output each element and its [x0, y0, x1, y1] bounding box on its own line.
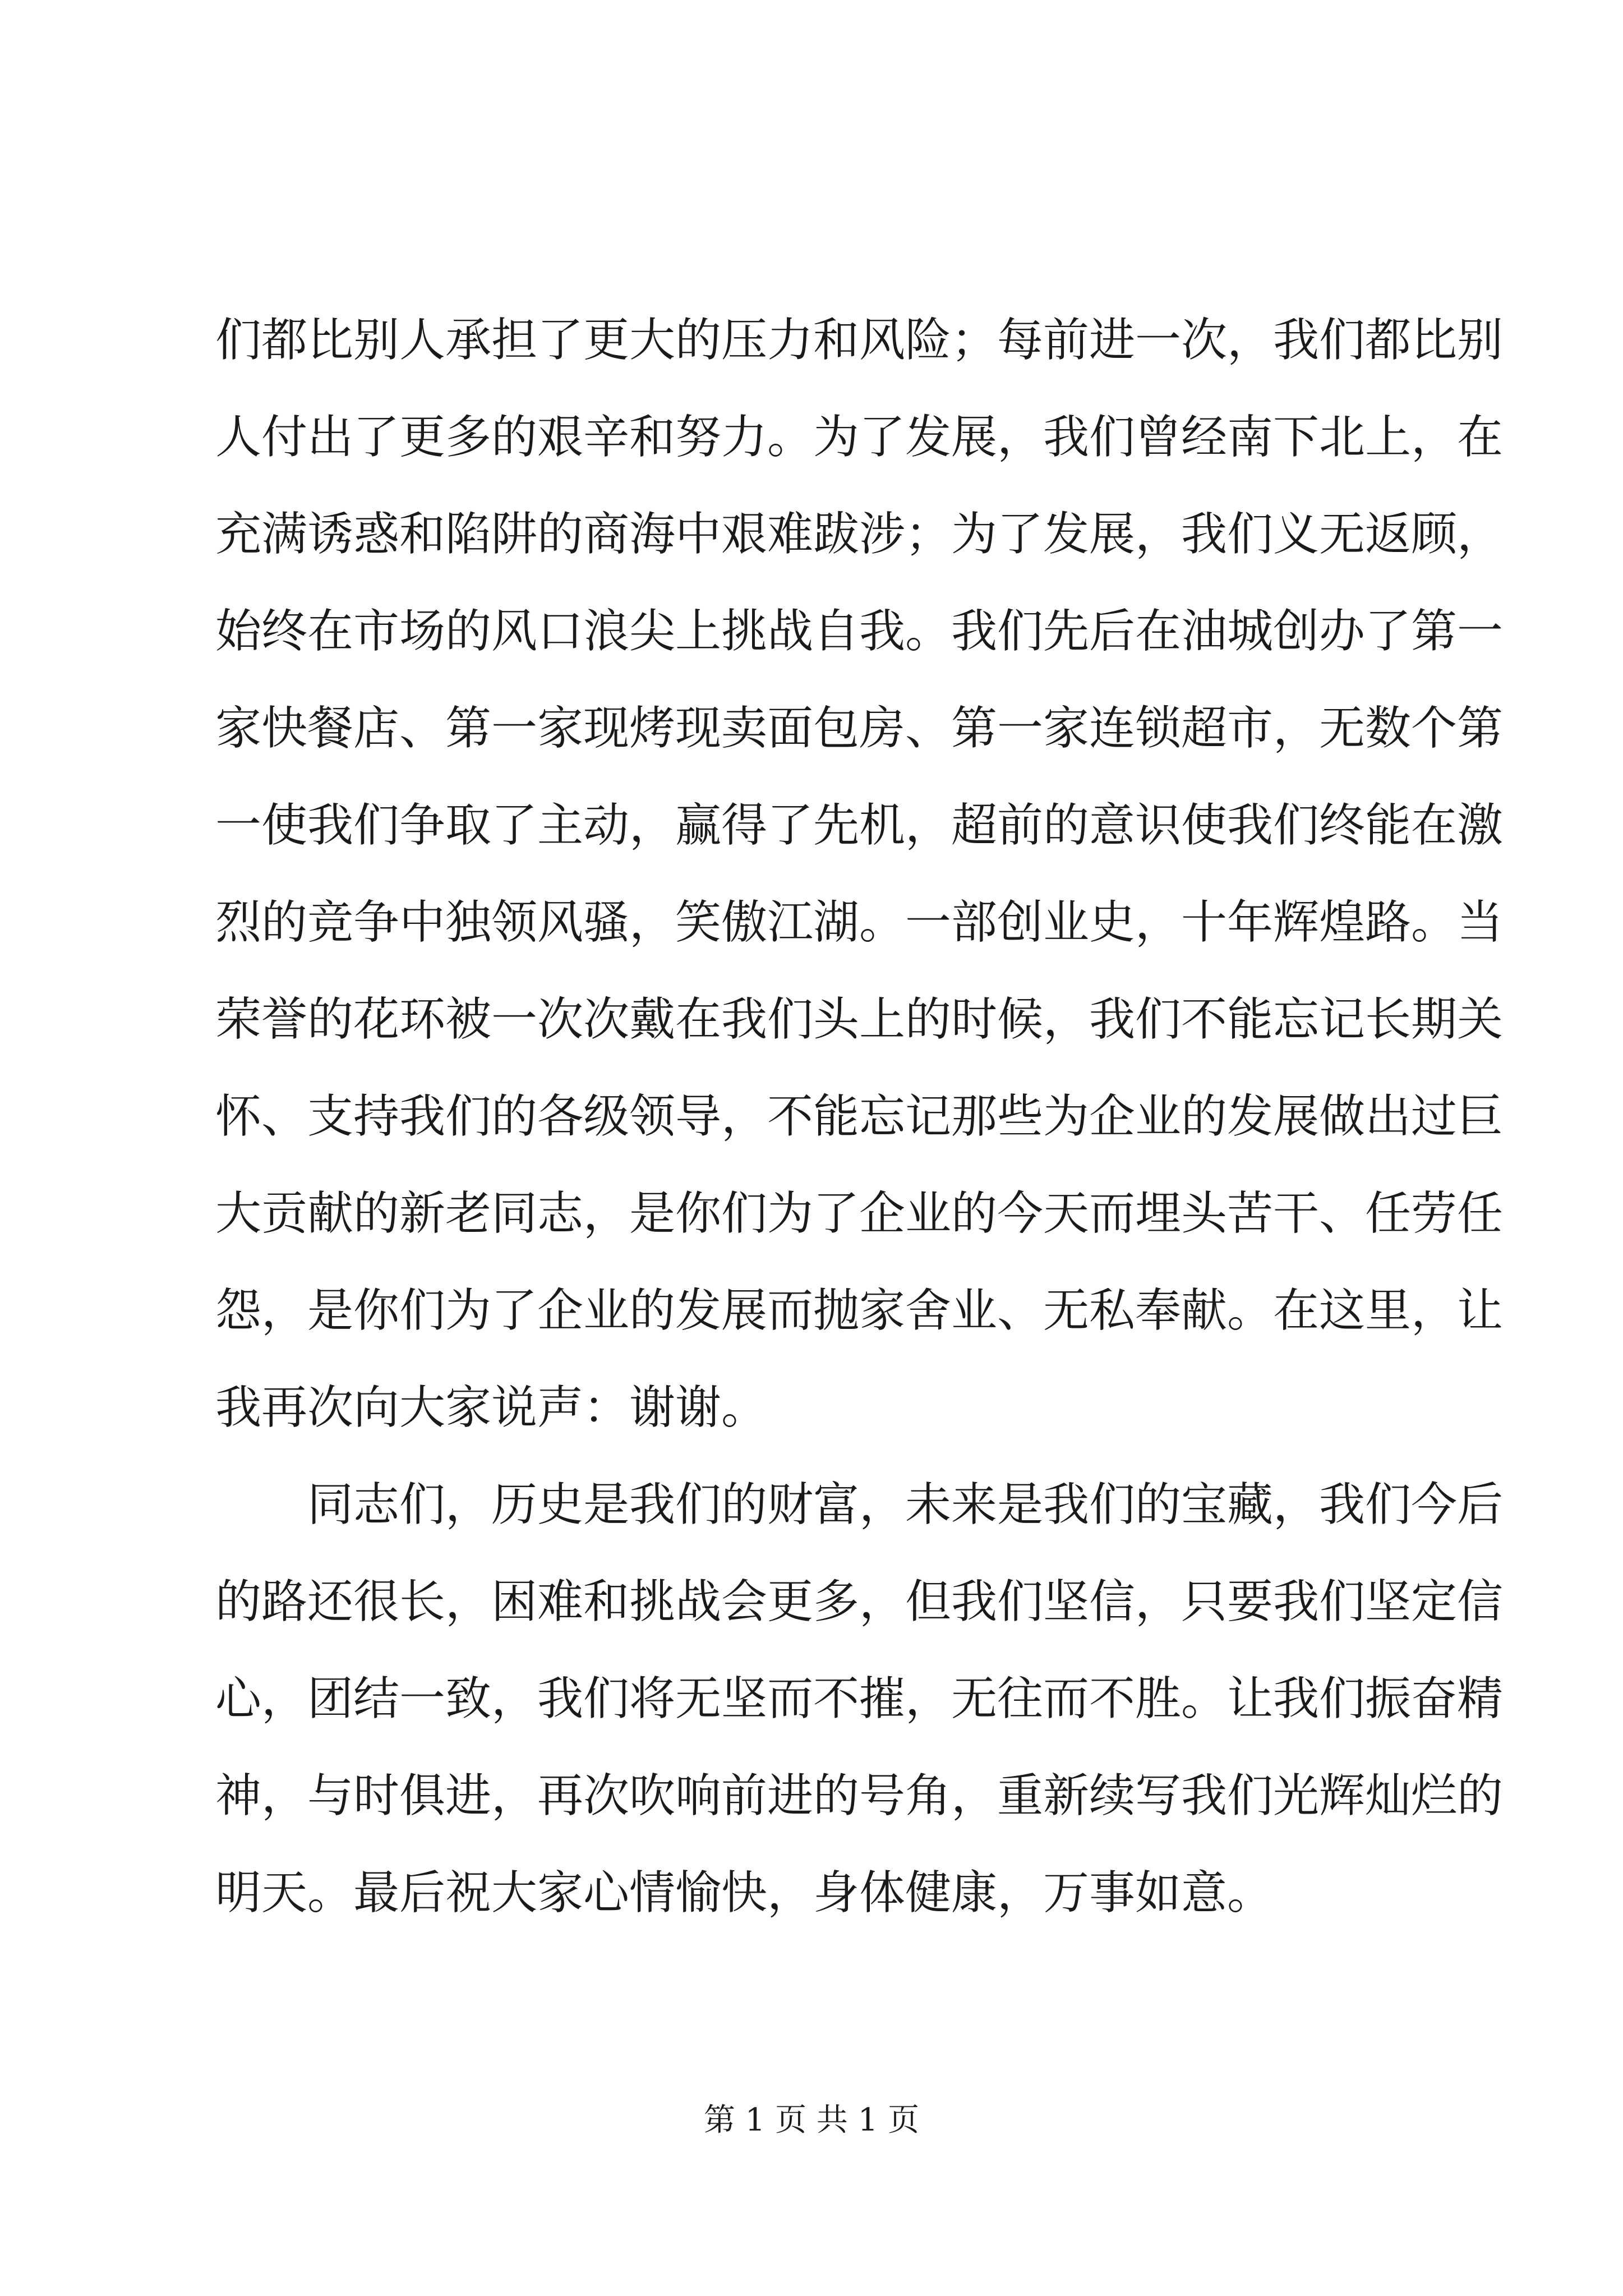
text-line: 烈的竞争中独领风骚，笑傲江湖。一部创业史，十年辉煌路。当: [215, 896, 1504, 949]
text-line: 明天。最后祝大家心情愉快，身体健康，万事如意。: [215, 1866, 1274, 1920]
text-line: 充满诱惑和陷阱的商海中艰难跋涉；为了发展，我们义无返顾，: [215, 508, 1504, 561]
document-body: [215, 292, 1504, 1941]
text-line: 心，团结一致，我们将无坚而不摧，无往而不胜。让我们振奋精: [215, 1672, 1504, 1726]
text-line: 怨，是你们为了企业的发展而抛家舍业、无私奉献。在这里，让: [215, 1284, 1504, 1337]
text-line: 怀、支持我们的各级领导，不能忘记那些为企业的发展做出过巨: [215, 1090, 1504, 1143]
text-line: 的路还很长，困难和挑战会更多，但我们坚信，只要我们坚定信: [215, 1575, 1504, 1628]
text-line: 一使我们争取了主动，赢得了先机，超前的意识使我们终能在激: [215, 799, 1504, 852]
text-line: 人付出了更多的艰辛和努力。为了发展，我们曾经南下北上，在: [215, 411, 1504, 464]
page-footer: [0, 2095, 1623, 2140]
paragraph-start-line: 同志们，历史是我们的财富，未来是我们的宝藏，我们今后: [307, 1478, 1504, 1531]
text-line: 神，与时俱进，再次吹响前进的号角，重新续写我们光辉灿烂的: [215, 1769, 1504, 1823]
text-line: 始终在市场的风口浪尖上挑战自我。我们先后在油城创办了第一: [215, 605, 1504, 658]
page-number-label: 第 1 页 共 1 页: [703, 2102, 920, 2138]
text-line: 荣誉的花环被一次次戴在我们头上的时候，我们不能忘记长期关: [215, 993, 1504, 1046]
text-line: 大贡献的新老同志，是你们为了企业的今天而埋头苦干、任劳任: [215, 1187, 1504, 1240]
text-line: 家快餐店、第一家现烤现卖面包房、第一家连锁超市，无数个第: [215, 702, 1504, 755]
text-line: 我再次向大家说声：谢谢。: [215, 1381, 768, 1434]
text-line: 们都比别人承担了更大的压力和风险；每前进一次，我们都比别: [215, 314, 1504, 367]
